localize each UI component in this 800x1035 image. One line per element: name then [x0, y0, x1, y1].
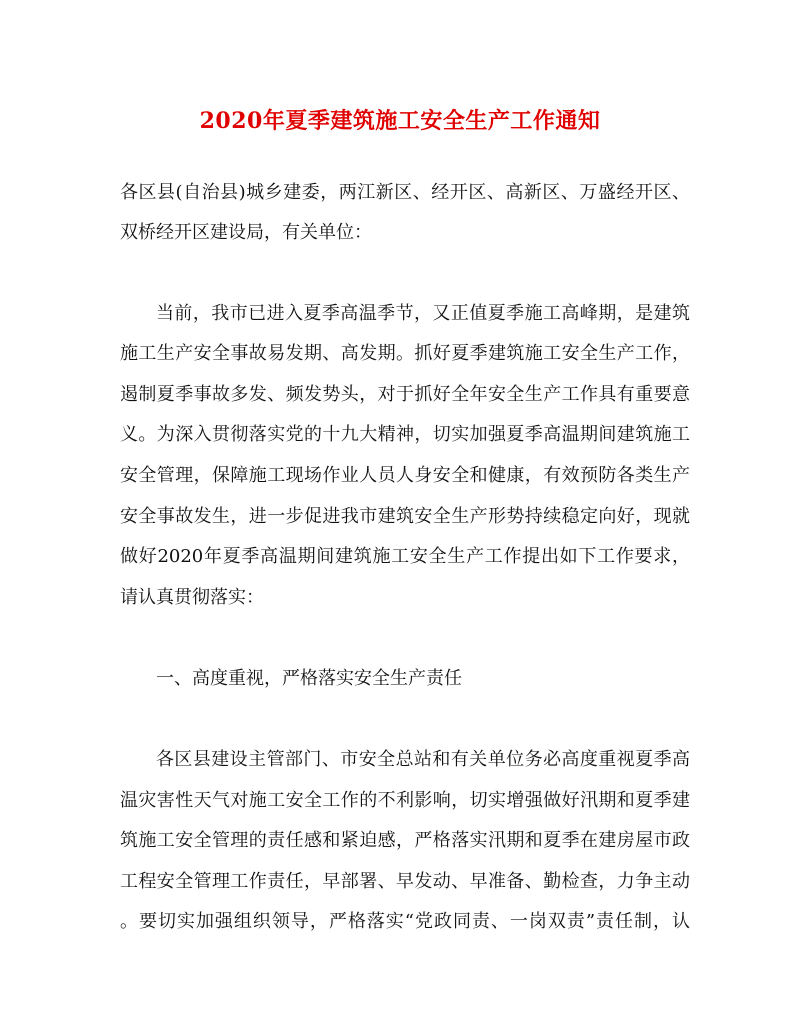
paragraph-line: 筑施工安全管理的责任感和紧迫感，严格落实汛期和夏季在建房屋市政 — [120, 830, 690, 851]
paragraph-line: 工程安全管理工作责任，早部署、早发动、早准备、勤检查，力争主动 — [120, 871, 690, 892]
paragraph-line: 温灾害性天气对施工安全工作的不利影响，切实增强做好汛期和夏季建 — [120, 790, 690, 811]
section-heading-1: 一、高度重视，严格落实安全生产责任 — [156, 668, 462, 689]
document-title: 2020年夏季建筑施工安全生产工作通知 — [199, 108, 601, 134]
paragraph-line: 。要切实加强组织领导，严格落实“党政同责、一岗双责”责任制，认 — [120, 911, 690, 932]
paragraph-line: 请认真贯彻落实： — [120, 587, 264, 608]
paragraph-line: 施工生产安全事故易发期、高发期。抓好夏季建筑施工安全生产工作， — [120, 343, 690, 364]
paragraph-line: 遏制夏季事故多发、频发势头，对于抓好全年安全生产工作具有重要意 — [120, 384, 690, 405]
salutation-line: 各区县(自治县)城乡建委，两江新区、经开区、高新区、万盛经开区、 — [120, 182, 690, 203]
paragraph-line: 安全事故发生，进一步促进我市建筑安全生产形势持续稳定向好，现就 — [120, 506, 690, 527]
paragraph-line: 当前，我市已进入夏季高温季节，又正值夏季施工高峰期，是建筑 — [156, 303, 690, 324]
paragraph-line: 做好2020年夏季高温期间建筑施工安全生产工作提出如下工作要求， — [120, 546, 690, 567]
paragraph-line: 各区县建设主管部门、市安全总站和有关单位务必高度重视夏季高 — [156, 749, 690, 770]
paragraph-line: 安全管理，保障施工现场作业人员人身安全和健康，有效预防各类生产 — [120, 465, 690, 486]
salutation-line: 双桥经开区建设局，有关单位： — [120, 222, 372, 243]
paragraph-line: 义。为深入贯彻落实党的十九大精神，切实加强夏季高温期间建筑施工 — [120, 424, 690, 445]
